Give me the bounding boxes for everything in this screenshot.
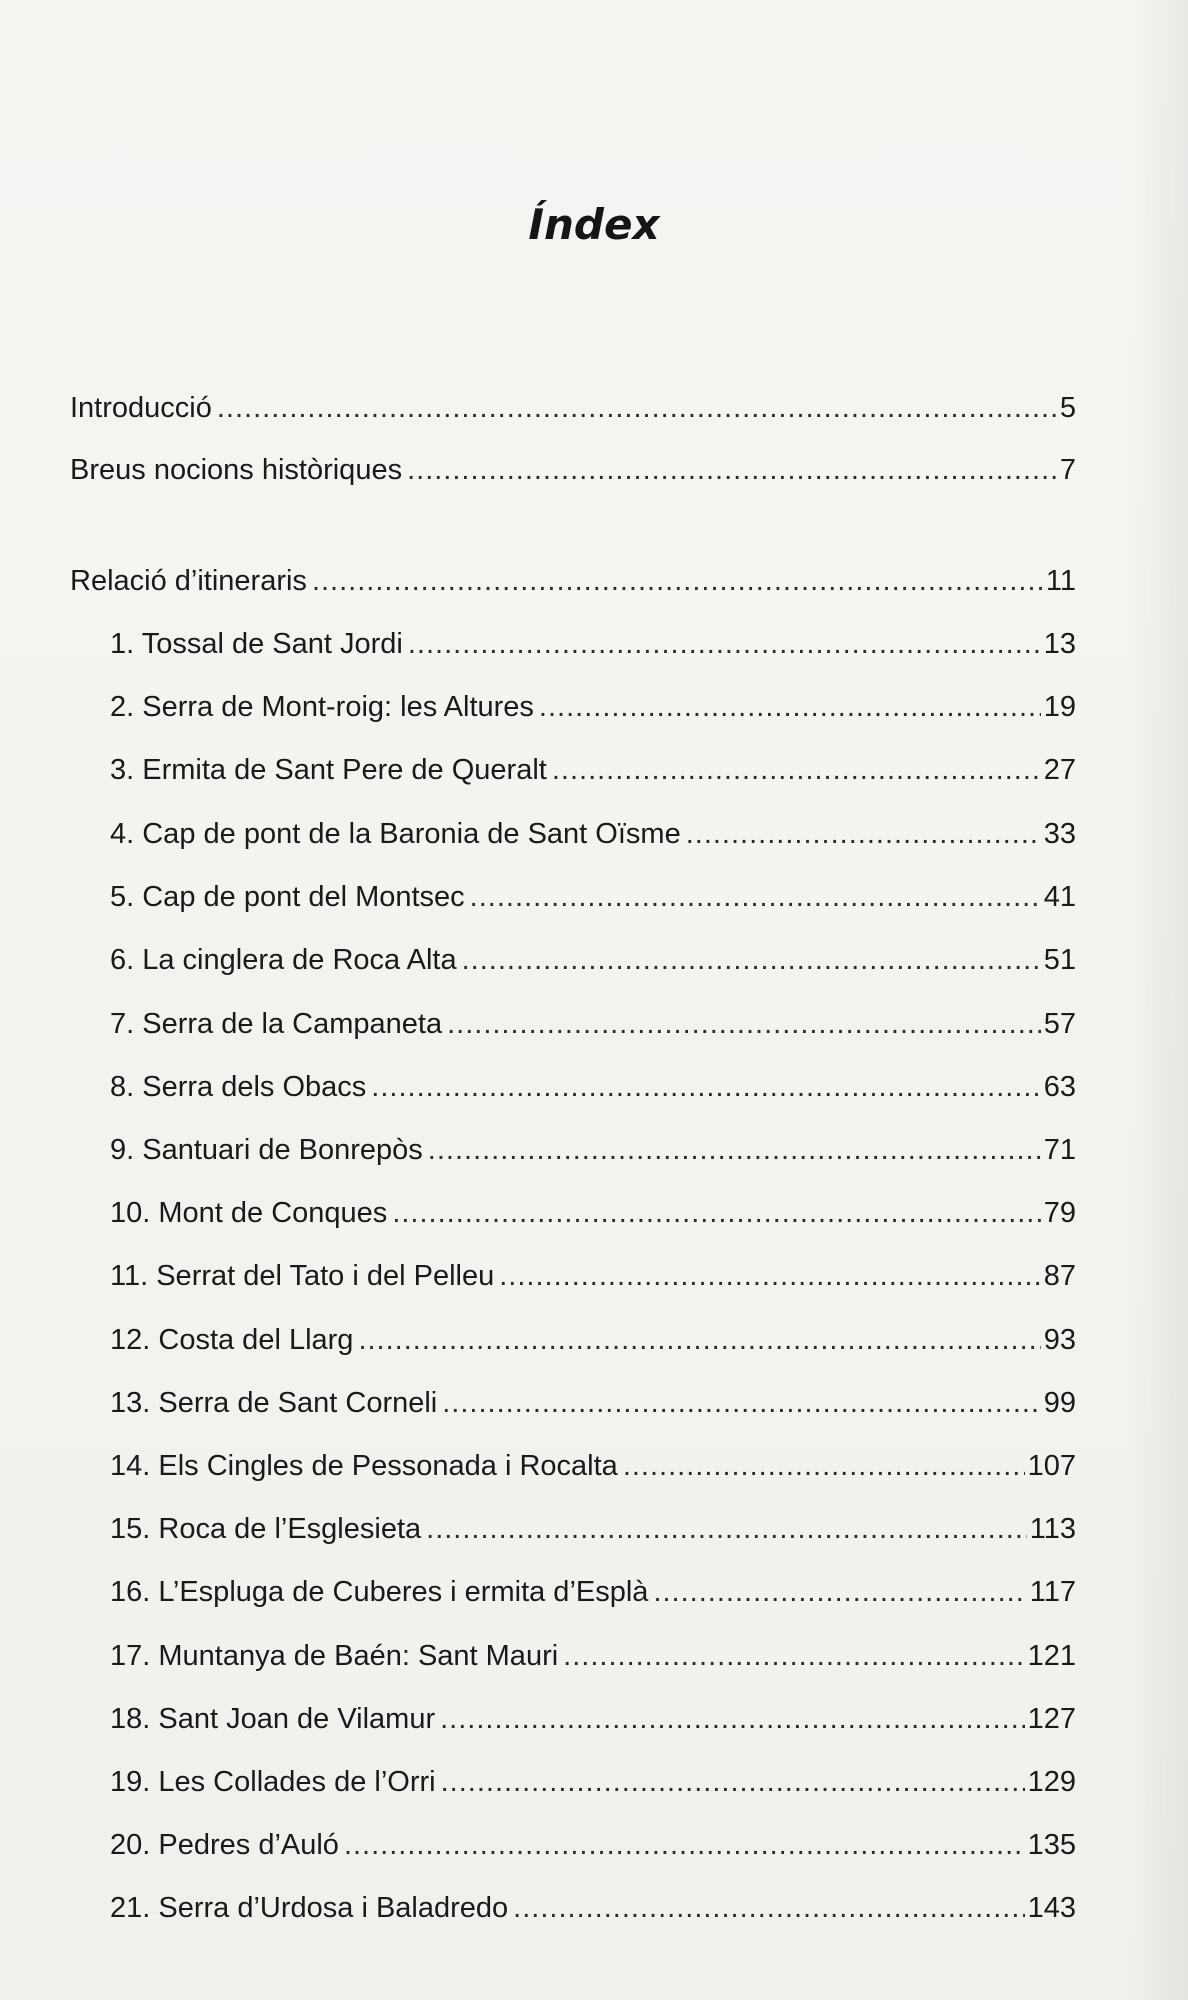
table-of-contents [70,0,1076,2000]
toc-itinerary-entry [110,1574,1076,1610]
toc-entry-label: 17. Muntanya de Baén: Sant Mauri [110,1640,559,1672]
toc-dot-leader [470,879,1041,915]
toc-entry-page: 129 [1027,1766,1076,1798]
toc-entry-relacio-itineraris [70,563,1076,599]
toc-itinerary-entry [110,752,1076,788]
toc-itinerary-entry [110,942,1076,978]
toc-itinerary-entry [110,879,1076,915]
toc-entry-page: 11 [1045,565,1076,597]
toc-dot-leader [623,1448,1025,1484]
toc-entry-label: 15. Roca de l’Esglesieta [110,1513,422,1545]
toc-entry-label: 20. Pedres d’Auló [110,1829,339,1861]
toc-itinerary-entry [110,1890,1076,1926]
toc-entry-label: 13. Serra de Sant Corneli [110,1387,438,1419]
toc-dot-leader [539,689,1041,725]
toc-entry-label: 14. Els Cingles de Pessonada i Rocalta [110,1450,618,1482]
toc-itinerary-entry [110,1511,1076,1547]
toc-itinerary-entry [110,626,1076,662]
toc-dot-leader [426,1511,1027,1547]
toc-entry-label: 11. Serrat del Tato i del Pelleu [110,1260,495,1292]
toc-itinerary-entry [110,1006,1076,1042]
page-edge-shadow [1128,0,1188,2000]
toc-entry-page: 41 [1043,881,1076,913]
toc-entry-page: 99 [1043,1387,1076,1419]
toc-dot-leader [499,1258,1041,1294]
toc-dot-leader [442,1385,1040,1421]
toc-itinerary-entry [110,1385,1076,1421]
toc-entry-label: 16. L’Espluga de Cuberes i ermita d’Esplà [110,1576,649,1608]
toc-itinerary-entry [110,1195,1076,1231]
page-title: Índex [528,200,660,249]
toc-entry-page: 121 [1027,1640,1076,1672]
toc-entry-page: 13 [1043,628,1076,660]
toc-entry-page: 93 [1043,1324,1076,1356]
toc-dot-leader [312,563,1043,599]
toc-itinerary-entry [110,1322,1076,1358]
toc-entry-label: 4. Cap de pont de la Baronia de Sant Oïsme [110,818,681,850]
toc-entry-label: 3. Ermita de Sant Pere de Queralt [110,754,547,786]
toc-dot-leader [428,1132,1041,1168]
toc-entry-page: 117 [1029,1576,1076,1608]
toc-dot-leader [407,452,1057,488]
toc-entry-label: Introducció [70,392,212,424]
toc-dot-leader [344,1827,1025,1863]
toc-entry-label: 1. Tossal de Sant Jordi [110,628,403,660]
toc-dot-leader [371,1069,1040,1105]
toc-itinerary-entry [110,1258,1076,1294]
toc-entry-label: Breus nocions històriques [70,454,403,486]
toc-entry-page: 27 [1043,754,1076,786]
toc-itinerary-entry [110,816,1076,852]
toc-entry-page: 107 [1027,1450,1076,1482]
toc-dot-leader [653,1574,1026,1610]
toc-itinerary-entry [110,1764,1076,1800]
toc-dot-leader [447,1006,1041,1042]
toc-entry-page: 143 [1027,1892,1076,1924]
toc-dot-leader [440,1701,1024,1737]
toc-entry-page: 71 [1043,1134,1076,1166]
toc-itinerary-entry [110,1069,1076,1105]
toc-entry-page: 7 [1059,454,1076,486]
toc-entry-page: 135 [1027,1829,1076,1861]
toc-dot-leader [408,626,1041,662]
toc-dot-leader [563,1638,1024,1674]
toc-entry-page: 79 [1043,1197,1076,1229]
toc-entry-page: 63 [1043,1071,1076,1103]
toc-itinerary-entry [110,689,1076,725]
toc-itinerary-entry [110,1827,1076,1863]
toc-entry-page: 113 [1029,1513,1076,1545]
toc-entry-label: 19. Les Collades de l’Orri [110,1766,436,1798]
toc-dot-leader [552,752,1041,788]
toc-entry-page: 87 [1043,1260,1076,1292]
toc-dot-leader [513,1890,1024,1926]
toc-entry-label: 18. Sant Joan de Vilamur [110,1703,436,1735]
toc-dot-leader [392,1195,1040,1231]
toc-entry-breus-nocions [70,452,1076,488]
toc-entry-label: 12. Costa del Llarg [110,1324,354,1356]
toc-dot-leader [686,816,1041,852]
toc-itinerary-entry [110,1448,1076,1484]
toc-itinerary-entry [110,1638,1076,1674]
toc-entry-label: 6. La cinglera de Roca Alta [110,944,457,976]
toc-entry-label: Relació d’itineraris [70,565,307,597]
toc-entry-page: 51 [1043,944,1076,976]
toc-dot-leader [217,390,1057,426]
toc-entry-page: 33 [1043,818,1076,850]
toc-entry-label: 21. Serra d’Urdosa i Baladredo [110,1892,509,1924]
toc-entry-label: 2. Serra de Mont-roig: les Altures [110,691,534,723]
toc-entry-label: 7. Serra de la Campaneta [110,1008,443,1040]
toc-dot-leader [441,1764,1025,1800]
toc-entry-label: 8. Serra dels Obacs [110,1071,367,1103]
toc-entry-label: 10. Mont de Conques [110,1197,388,1229]
toc-itinerary-entry [110,1132,1076,1168]
toc-entry-page: 5 [1059,392,1076,424]
toc-entry-label: 5. Cap de pont del Montsec [110,881,465,913]
toc-dot-leader [358,1322,1040,1358]
toc-dot-leader [462,942,1041,978]
toc-entry-page: 57 [1043,1008,1076,1040]
toc-itinerary-entry [110,1701,1076,1737]
toc-entry-introduccio [70,390,1076,426]
toc-entry-page: 127 [1027,1703,1076,1735]
toc-entry-label: 9. Santuari de Bonrepòs [110,1134,423,1166]
toc-entry-page: 19 [1043,691,1076,723]
